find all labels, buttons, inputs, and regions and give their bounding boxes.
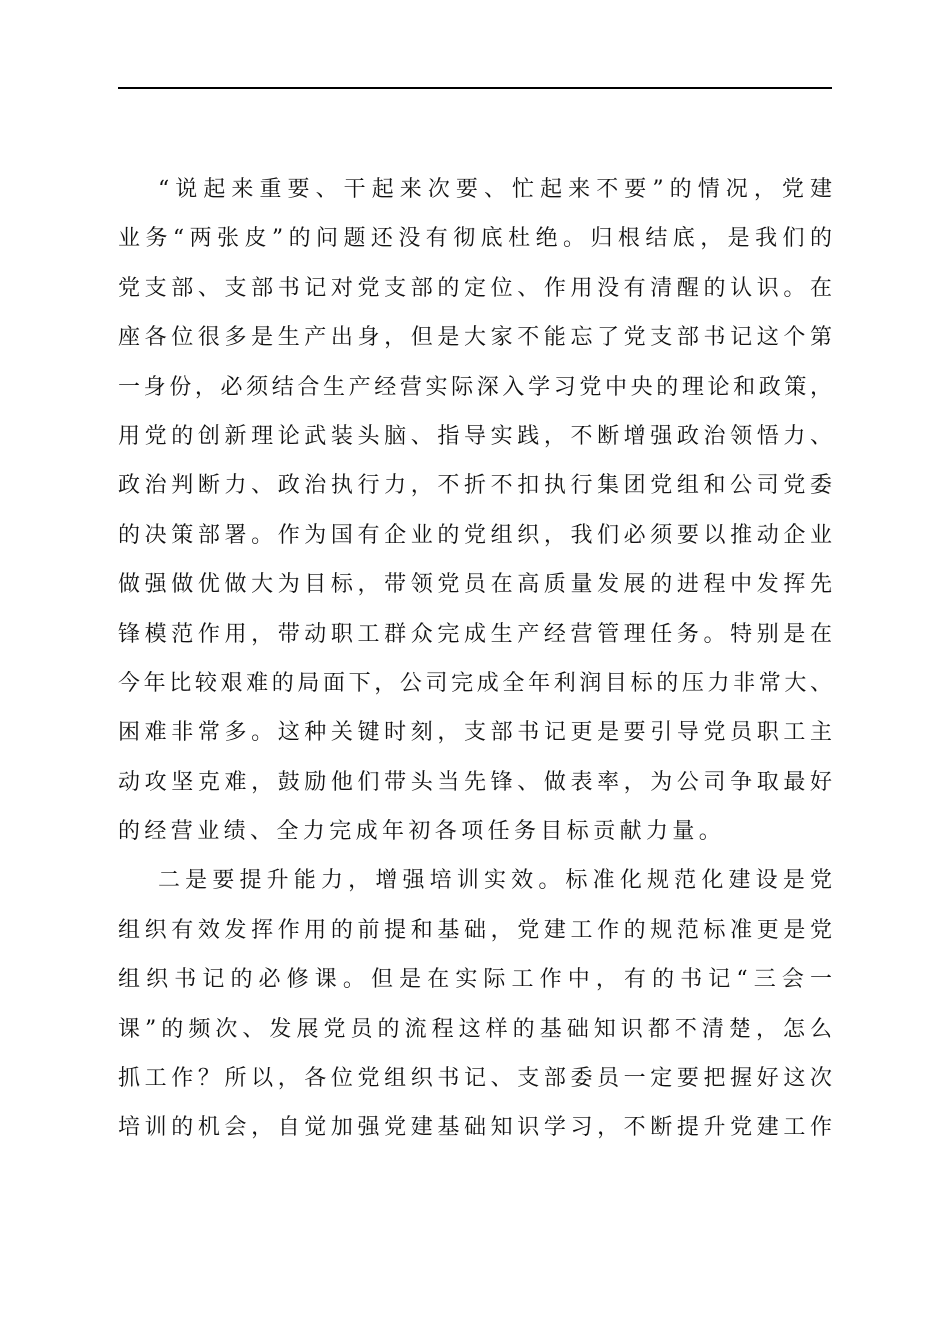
text-line: 组织有效发挥作用的前提和基础，党建工作的规范标准更是党 (118, 917, 832, 943)
document-body (118, 165, 832, 1153)
text-line: 困难非常多。这种关键时刻，支部书记更是要引导党员职工主 (118, 720, 832, 746)
text-line: “说起来重要、干起来次要、忙起来不要”的情况，党建 (158, 177, 832, 202)
paragraph (118, 856, 832, 1152)
text-line: 培训的机会，自觉加强党建基础知识学习，不断提升党建工作 (118, 1115, 832, 1141)
text-line: 动攻坚克难，鼓励他们带头当先锋、做表率，为公司争取最好 (118, 769, 832, 795)
text-line: 抓工作？所以，各位党组织书记、支部委员一定要把握好这次 (118, 1066, 832, 1092)
paragraph (118, 165, 832, 856)
text-line: 做强做优做大为目标，带领党员在高质量发展的进程中发挥先 (118, 572, 832, 598)
text-line: 的决策部署。作为国有企业的党组织，我们必须要以推动企业 (118, 522, 832, 548)
text-line: 今年比较艰难的局面下，公司完成全年利润目标的压力非常大、 (118, 670, 832, 696)
text-line: 的经营业绩、全力完成年初各项任务目标贡献力量。 (118, 819, 726, 845)
text-line: 政治判断力、政治执行力，不折不扣执行集团党组和公司党委 (118, 473, 832, 499)
text-line: 组织书记的必修课。但是在实际工作中，有的书记“三会一 (118, 967, 832, 993)
header-rule (118, 87, 832, 89)
text-line: 业务“两张皮”的问题还没有彻底杜绝。归根结底，是我们的 (118, 226, 832, 252)
text-line: 二是要提升能力，增强培训实效。标准化规范化建设是党 (158, 868, 832, 894)
text-line: 座各位很多是生产出身，但是大家不能忘了党支部书记这个第 (118, 325, 832, 351)
text-line: 党支部、支部书记对党支部的定位、作用没有清醒的认识。在 (118, 275, 832, 301)
text-line: 课”的频次、发展党员的流程这样的基础知识都不清楚，怎么 (118, 1016, 832, 1042)
text-line: 一身份，必须结合生产经营实际深入学习党中央的理论和政策， (118, 374, 832, 400)
text-line: 用党的创新理论武装头脑、指导实践，不断增强政治领悟力、 (118, 423, 832, 449)
text-line: 锋模范作用，带动职工群众完成生产经营管理任务。特别是在 (118, 621, 832, 647)
